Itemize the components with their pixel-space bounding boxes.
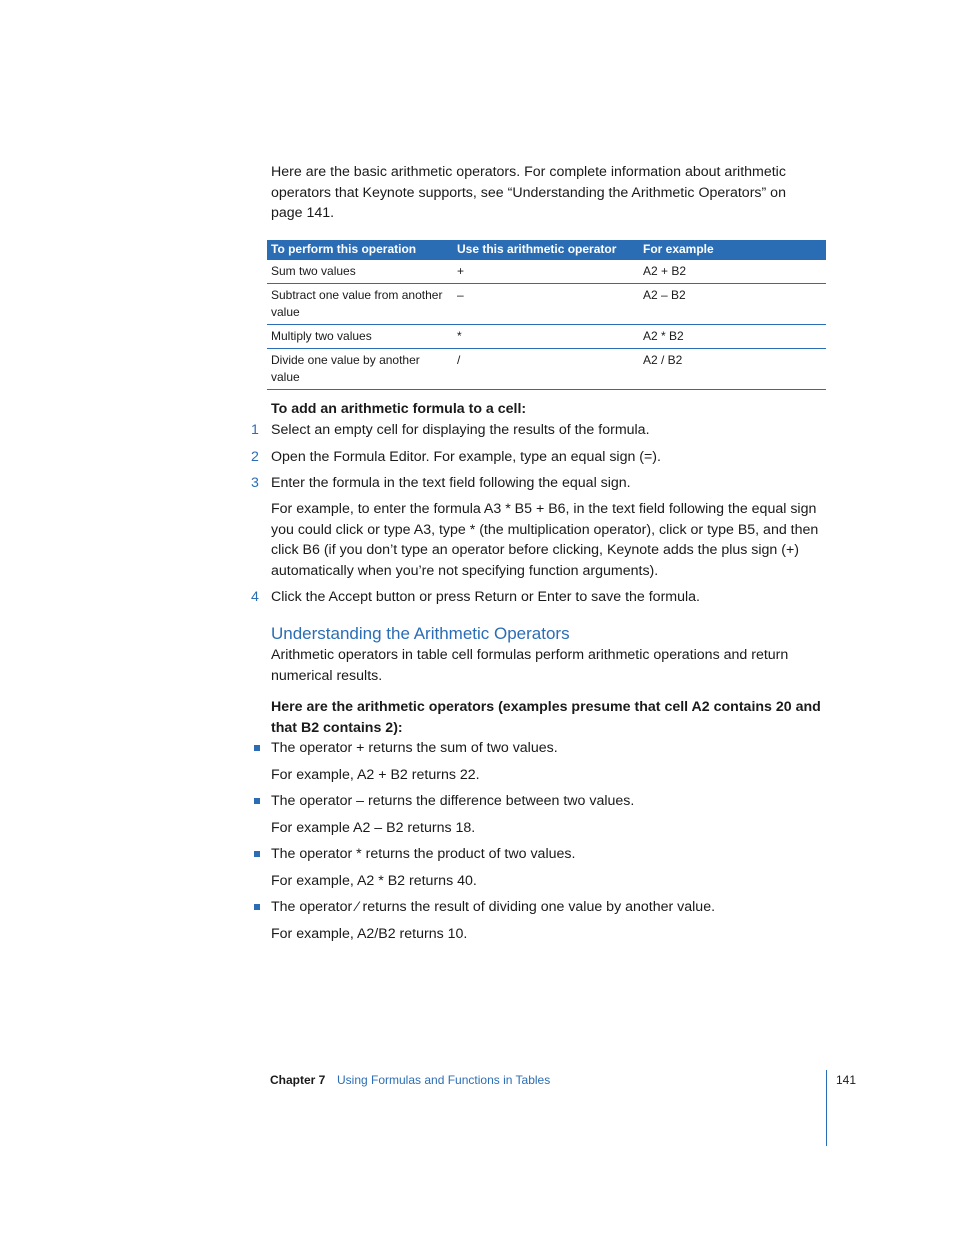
bullet-text: The operator + returns the sum of two values. [271,740,558,756]
footer-divider [826,1070,827,1146]
bullet-text: The operator – returns the difference between two values. [271,793,635,809]
bullet-text: The operator * returns the product of two values. [271,846,576,862]
step-number: 2 [251,449,259,465]
bullet-marker [254,798,260,804]
table-cell-example: A2 * B2 [639,325,826,349]
table-row [267,325,826,349]
page-number: 141 [836,1073,857,1087]
table-header-row [267,240,826,260]
step-text: Click the Accept button or press Return or Enter to save the formula. [271,589,700,605]
table-cell-operation: Divide one value by another value [267,349,453,390]
bullet-example: For example, A2 * B2 returns 40. [271,873,477,889]
table-header-operator: Use this arithmetic operator [453,240,639,260]
footer-chapter: Chapter 7 [270,1073,326,1087]
step-text: Select an empty cell for displaying the results of the formula. [271,422,650,438]
bullet-example: For example, A2 + B2 returns 22. [271,767,480,783]
section-intro: Arithmetic operators in table cell formulas perform arithmetic operations and return numerical results. [271,647,789,684]
table-cell-operator: + [453,260,639,284]
bullet-example: For example A2 – B2 returns 18. [271,820,476,836]
intro-paragraph: Here are the basic arithmetic operators. For complete information about arithmetic operators that Keynote supports, see “Understanding the Arithmetic Operators” on page 141. [271,164,786,221]
section-lead: Here are the arithmetic operators (examples presume that cell A2 contains 20 and that B2 contains 2): [271,699,821,736]
step-number: 3 [251,475,259,491]
table-row [267,284,826,325]
bullet-example: For example, A2/B2 returns 10. [271,926,468,942]
step-note: For example, to enter the formula A3 * B5 + B6, in the text field following the equal sign you could click or type A3, type * (the multiplication operator), click or type B5, and then click B6 (if you don’t type an operator before clicking, Keynote adds the plus sign (+) automatically when you’re not specifying function arguments). [271,501,819,579]
bullet-marker [254,851,260,857]
table-cell-example: A2 – B2 [639,284,826,325]
table-cell-operation: Sum two values [267,260,453,284]
table-header-operation: To perform this operation [267,240,453,260]
table-cell-operator: / [453,349,639,390]
step-number: 1 [251,422,259,438]
table-cell-operation: Multiply two values [267,325,453,349]
table-cell-operation: Subtract one value from another value [267,284,453,325]
bullet-marker [254,745,260,751]
bullet-marker [254,904,260,910]
section-heading: Understanding the Arithmetic Operators [271,624,570,643]
table-cell-operator: – [453,284,639,325]
bullet-text: The operator ⁄ returns the result of dividing one value by another value. [271,899,716,915]
table-row [267,260,826,284]
table-cell-example: A2 / B2 [639,349,826,390]
task-title: To add an arithmetic formula to a cell: [271,401,527,417]
table-cell-operator: * [453,325,639,349]
table-header-example: For example [639,240,826,260]
step-number: 4 [251,589,259,605]
table-cell-example: A2 + B2 [639,260,826,284]
operators-table [267,240,826,390]
table-row [267,349,826,390]
step-text: Open the Formula Editor. For example, type an equal sign (=). [271,449,661,465]
footer-chapter-title: Using Formulas and Functions in Tables [337,1073,551,1087]
step-text: Enter the formula in the text field following the equal sign. [271,475,631,491]
